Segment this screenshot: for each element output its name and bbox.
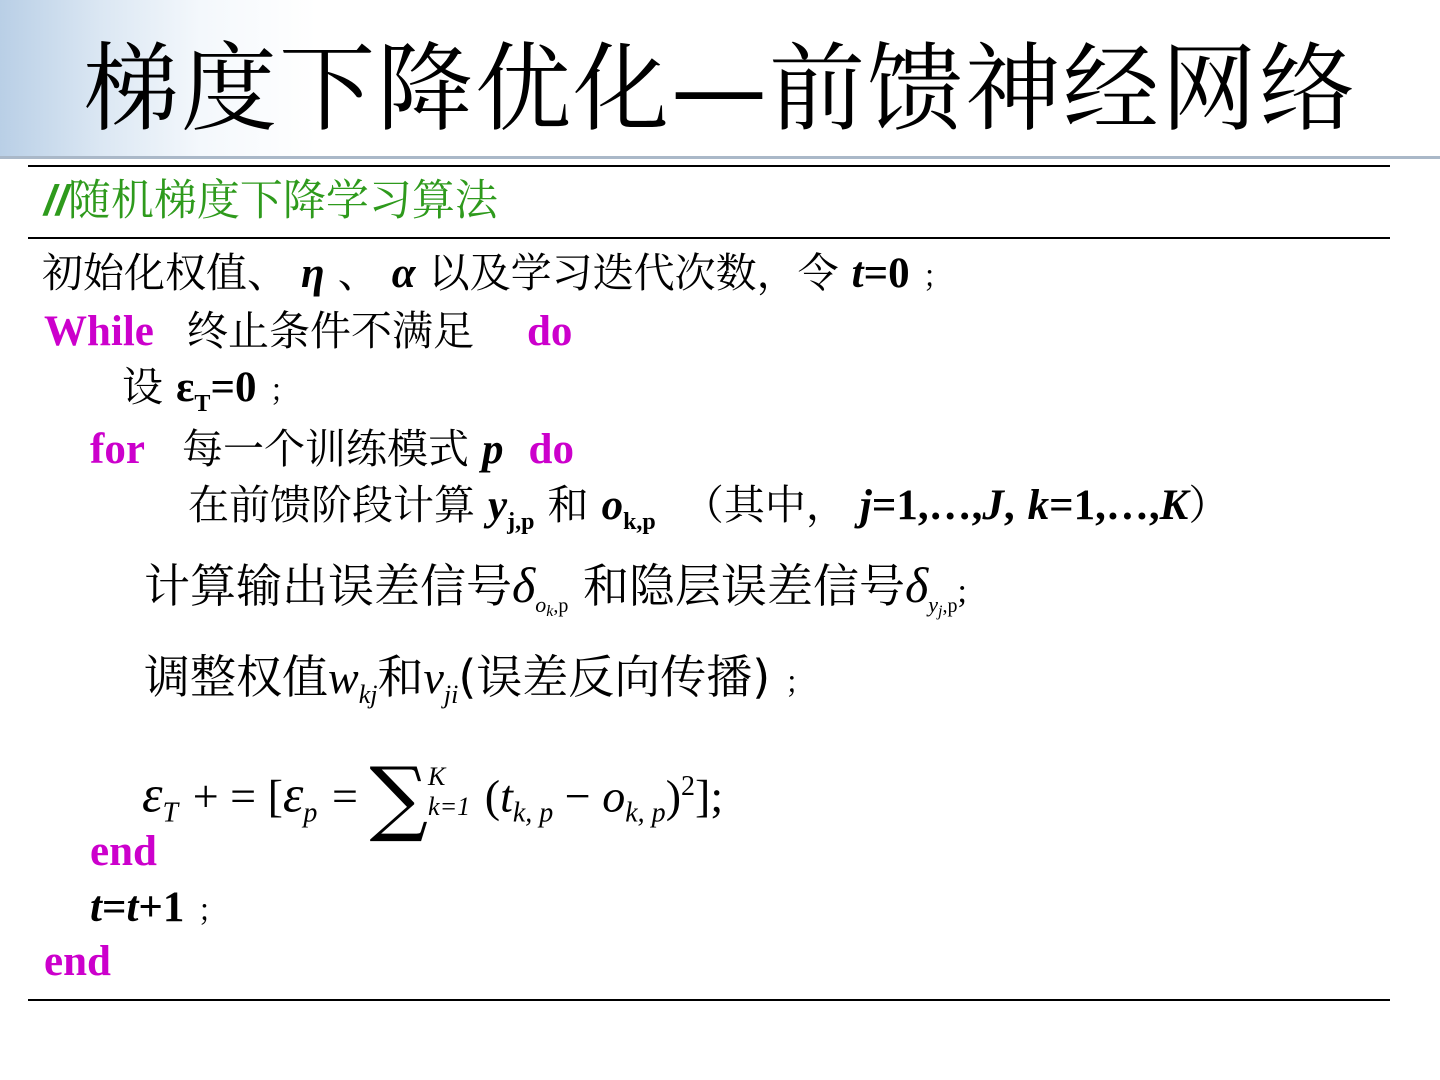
eq-sum-symbol: ∑ <box>369 750 429 846</box>
while-condition: 终止条件不满足 <box>186 307 474 355</box>
eq-minus: − <box>553 770 603 822</box>
delta-output: δ <box>512 557 536 613</box>
line-while-end <box>44 936 111 987</box>
paren-open: （其中， <box>682 481 847 529</box>
delta-output-sub-k: k <box>546 603 554 620</box>
eq-eps-T-sub: T <box>162 797 179 829</box>
compute-hidden-text: 和隐层误差信号 <box>582 559 905 613</box>
alpha-symbol: α <box>391 250 416 297</box>
o-subscript: k,p <box>623 509 656 535</box>
init-sep: 、 <box>337 249 379 297</box>
bottom-rule <box>28 999 1390 1001</box>
v-var: v <box>423 652 444 703</box>
line-init <box>42 248 953 303</box>
line-set-eps <box>122 362 300 429</box>
adjust-and: 和 <box>377 650 424 704</box>
eq-end: ]; <box>695 770 724 822</box>
line-forward <box>188 480 1229 547</box>
line-adjust-weights <box>144 652 815 720</box>
eq-o-sub: k, p <box>625 797 666 829</box>
delta-hidden-sub-p: ,p <box>942 595 958 617</box>
init-eq: =0 <box>863 250 910 297</box>
adjust-paren: (误差反向传播) <box>458 650 771 704</box>
paren-close: ） <box>1188 481 1230 529</box>
incr-eq: = <box>101 884 127 931</box>
eq-eps-T: ε <box>142 766 163 824</box>
incr-plus: +1 <box>138 884 185 931</box>
delta-hidden-sub-y: y <box>928 592 938 617</box>
incr-t1: t <box>90 884 102 931</box>
eq-eps-p: ε <box>282 766 304 824</box>
eq-sum-limits <box>428 762 470 822</box>
for-keyword: for <box>90 426 145 473</box>
eta-symbol: η <box>301 250 325 297</box>
init-t: t <box>851 250 864 297</box>
set-text: 设 <box>122 363 163 411</box>
comment-slashes: // <box>44 177 68 225</box>
forward-text: 在前馈阶段计算 <box>188 481 475 529</box>
range-comma: , <box>1003 482 1015 529</box>
init-semicolon: ； <box>922 260 953 295</box>
compute-semicolon: ; <box>957 573 967 610</box>
comment-text: 随机梯度下降学习算法 <box>67 176 498 226</box>
compute-output-text: 计算输出误差信号 <box>144 559 512 613</box>
w-var: w <box>328 652 359 703</box>
eps-eq: =0 <box>210 364 257 411</box>
eq-square: 2 <box>681 771 696 802</box>
incr-t2: t <box>126 884 139 931</box>
for-var: p <box>482 426 504 473</box>
for-text: 每一个训练模式 <box>181 425 469 473</box>
range-J: J <box>982 482 1004 529</box>
slide-title: 梯度下降优化—前馈神经网络 <box>83 33 1357 145</box>
line-for <box>90 424 574 475</box>
range-K: K <box>1159 482 1189 529</box>
algorithm-comment <box>44 176 498 226</box>
adjust-semicolon: ； <box>784 666 815 701</box>
line-for-end <box>90 826 157 877</box>
eq-t: t <box>500 770 513 822</box>
while-keyword: While <box>44 308 154 355</box>
eps-symbol: ε <box>176 364 195 411</box>
range-mid2: =1,…, <box>1049 482 1160 529</box>
while-end-keyword: end <box>44 938 111 985</box>
eq-sum-upper: K <box>428 762 446 792</box>
incr-semicolon: ； <box>197 894 228 929</box>
top-rule <box>28 165 1390 167</box>
delta-output-sub-p: ,p <box>553 595 569 617</box>
eps-subscript: T <box>194 391 211 417</box>
init-rest: 以及学习迭代次数，令 <box>428 249 839 297</box>
init-text: 初始化权值、 <box>42 249 288 297</box>
eq-o: o <box>602 770 626 822</box>
line-error-accumulate <box>142 742 723 858</box>
delta-output-sub-o: o <box>535 592 547 617</box>
line-while <box>44 306 572 357</box>
forward-and: 和 <box>547 481 589 529</box>
eq-eps-p-sub: p <box>303 797 318 829</box>
eq-operator: + = [ <box>192 770 283 822</box>
o-var: o <box>601 482 624 529</box>
range-mid1: =1,…, <box>871 482 983 529</box>
eq-close-paren: ) <box>665 770 682 822</box>
delta-hidden: δ <box>904 557 929 613</box>
line-increment <box>90 882 227 937</box>
set-semicolon: ； <box>269 374 300 409</box>
eq-sum-lower: k=1 <box>428 792 471 822</box>
adjust-text: 调整权值 <box>144 650 328 704</box>
while-do-keyword: do <box>527 308 573 355</box>
w-subscript: kj <box>358 680 378 709</box>
v-subscript: ji <box>443 680 459 709</box>
eq-open-paren: ( <box>484 770 501 822</box>
for-do-keyword: do <box>528 426 574 473</box>
y-var: y <box>488 482 508 529</box>
eq-t-sub: k, p <box>512 797 554 829</box>
header-rule <box>28 237 1390 239</box>
eq-equals: = <box>332 770 370 822</box>
y-subscript: j,p <box>507 509 535 535</box>
range-j: j <box>859 482 872 529</box>
for-end-keyword: end <box>90 828 157 875</box>
delta-hidden-sub-j: j <box>938 603 943 620</box>
range-k: k <box>1027 482 1050 529</box>
line-compute-errors <box>144 557 967 637</box>
